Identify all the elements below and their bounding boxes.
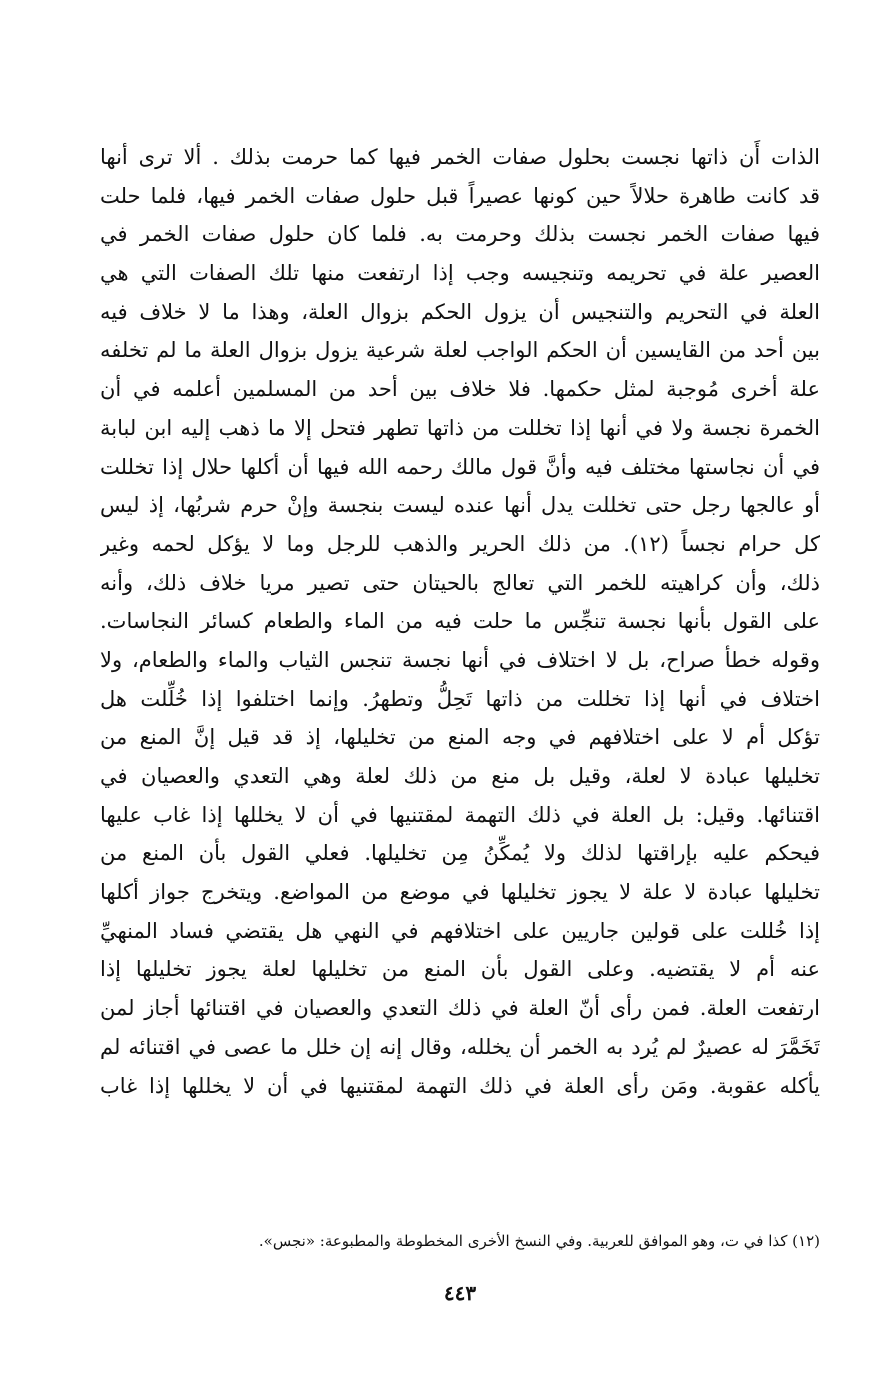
text-line: بين أحد من القايسين أن الحكم الواجب لعلة شرعية يزول بزوال العلة ما لم تخلفه (100, 338, 820, 363)
text-line: في أن نجاستها مختلف فيه وأنَّ قول مالك رحمه الله فيها أن أكلها حلال إذا تخللت (100, 454, 820, 479)
text-line: كل حرام نجساً (١٢). من ذلك الحرير والذهب للرجل وما لا يؤكل لحمه وغير (100, 531, 820, 556)
text-line: الذات أَن ذاتها نجست بحلول صفات الخمر فيها كما حرمت بذلك . ألا ترى أنها (100, 145, 820, 169)
text-line: على القول بأنها نجسة تنجِّس ما حلت فيه من الماء والطعام كسائر النجاسات. (100, 609, 820, 634)
text-line: عنه أم لا يقتضيه. وعلى القول بأن المنع من تخليلها لعلة يجوز تخليلها إذا (100, 957, 820, 982)
text-line: اختلاف في أنها إذا تخللت من ذاتها تَحِلُّ وتطهرُ. وإنما اختلفوا إذا خُلِّلت هل (100, 686, 820, 711)
text-line: تؤكل أم لا على اختلافهم في وجه المنع من تخليلها، إذ قد قيل إنَّ المنع من (100, 725, 820, 750)
text-line: علة أخرى مُوجبة لمثل حكمها. فلا خلاف بين أحد من المسلمين أعلمه في أن (100, 377, 820, 402)
text-line: قد كانت طاهرة حلالاً حين كونها عصيراً قبل حلول صفات الخمر فيها، فلما حلت (100, 183, 820, 208)
text-line: تَخَمَّرَ له عصيرٌ لم يُرد به الخمر أن يخلله، وقال إنه إن خلل ما عصى في اقتنائه لم (100, 1034, 820, 1059)
text-line: يأكله عقوبة. ومَن رأى العلة في ذلك التهمة لمقتنيها في أن لا يخللها إذا غاب (100, 1073, 820, 1098)
text-line: العلة في التحريم والتنجيس أن يزول الحكم بزوال العلة، وهذا ما لا خلاف فيه (100, 299, 820, 324)
text-line: وقوله خطأ صراح، بل لا اختلاف في أنها نجسة تنجس الثياب والماء والطعام، ولا (100, 647, 820, 672)
page-number: ٤٤٣ (443, 1281, 477, 1305)
footnote-divider (100, 1223, 820, 1224)
text-line: أو عالجها رجل حتى تخللت يدل أنها عنده ليست بنجسة وإنْ حرم شربُها، إذ ليس (100, 493, 820, 518)
text-line: اقتنائها. وقيل: بل العلة في ذلك التهمة لمقتنيها في أن لا يخللها إذا غاب عليها (100, 802, 820, 827)
book-page (100, 138, 820, 1305)
text-line: فيحكم عليه بإراقتها لذلك ولا يُمكِّنُ مِن تخليلها. فعلي القول بأن المنع من (100, 841, 820, 866)
footnote: (١٢) كذا في ت، وهو الموافق للعربية. وفي النسخ الأخرى المخطوطة والمطبوعة: «نجس». (258, 1232, 820, 1250)
text-line: تخليلها عبادة لا لعلة، وقيل بل منع من ذلك لعلة وهي التعدي والعصيان في (100, 764, 820, 788)
text-line: العصير علة في تحريمه وتنجيسه وجب إذا ارتفعت منها تلك الصفات التي هي (100, 261, 820, 286)
text-line: تخليلها عبادة لا علة لا يجوز تخليلها في موضع من المواضع. ويتخرج جواز أكلها (100, 880, 820, 905)
text-line: ذلك، وأن كراهيته للخمر التي تعالج بالحيتان حتى تصير مريا خلاف ذلك، وأنه (100, 570, 820, 595)
text-line: الخمرة نجسة ولا في أنها إذا تخللت من ذاتها تطهر فتحل إلا ما ذهب إليه ابن لبابة (100, 415, 820, 440)
text-line: إذا خُللت على قولين جاريين على اختلافهم في النهي هل يقتضي فساد المنهيِّ (100, 918, 820, 943)
body-text (100, 138, 820, 1105)
text-line: فيها صفات الخمر نجست بذلك وحرمت به. فلما كان حلول صفات الخمر في (100, 222, 820, 247)
text-line: ارتفعت العلة. فمن رأى أنّ العلة في ذلك التعدي والعصيان في اقتنائها أجاز لمن (100, 996, 820, 1021)
